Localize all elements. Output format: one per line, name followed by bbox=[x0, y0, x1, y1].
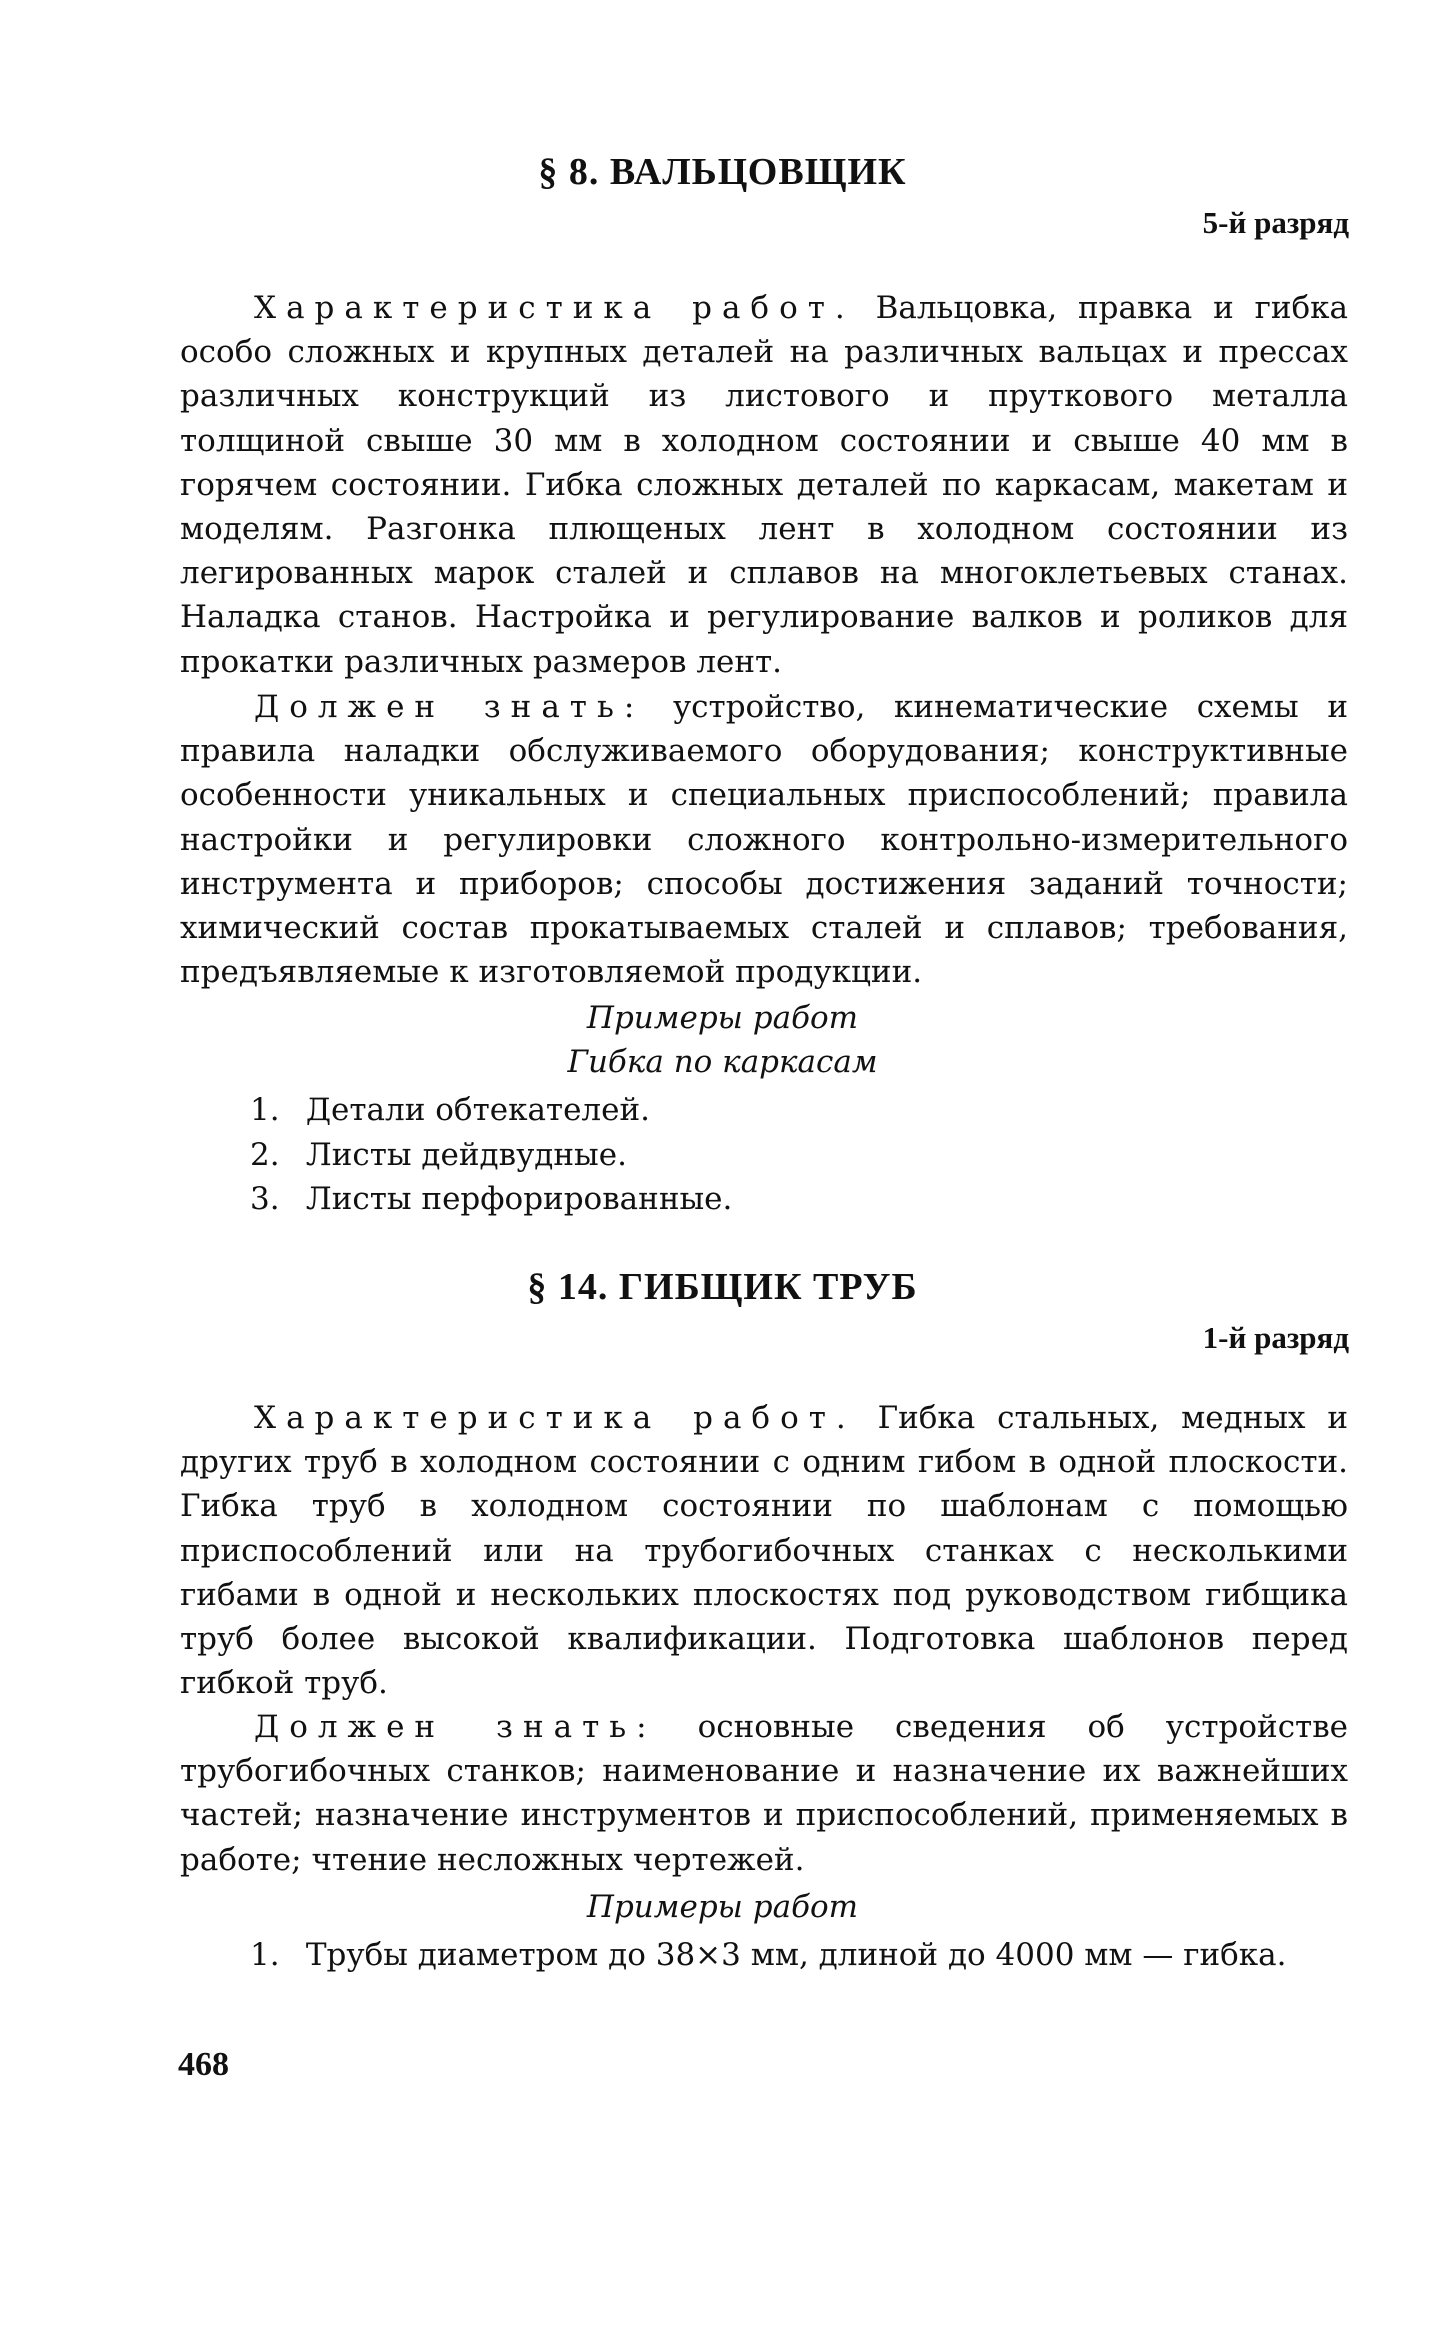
section-8-knowledge bbox=[180, 685, 1348, 994]
section-14-heading: § 14. ГИБЩИК ТРУБ bbox=[527, 1266, 918, 1308]
knowledge-label: Должен знать: bbox=[254, 689, 645, 725]
list-item-number: 1. bbox=[250, 1937, 280, 1973]
page-number: 468 bbox=[178, 2046, 229, 2083]
list-item-number: 2. bbox=[250, 1136, 280, 1173]
list-item-text: Трубы диаметром до 38×3 мм, длиной до 4000 мм — гибка. bbox=[305, 1937, 1287, 1973]
section-8-heading: § 8. ВАЛЬЦОВЩИК bbox=[538, 151, 907, 193]
list-item-number: 1. bbox=[250, 1092, 280, 1128]
section-8-grade: 5-й разряд bbox=[1202, 205, 1349, 240]
list-item bbox=[250, 1133, 1350, 1178]
characteristics-label: Характеристика работ. bbox=[254, 290, 855, 326]
section-14-grade: 1-й разряд bbox=[1202, 1320, 1349, 1355]
list-item bbox=[250, 1933, 1350, 1978]
list-item-text: Листы дейдвудные. bbox=[305, 1136, 627, 1173]
characteristics-text: Гибка стальных, медных и других труб в холодном состоянии с одним гибом в одной плоскости. Гибка труб в холодном состоянии по шаблонам с помощью приспособлений или на трубогибочных станках с несколькими гибами в одной и нескольких плоскостях под руководством гибщика труб более высокой квалификации. Подготовка шаблонов перед гибкой труб. bbox=[180, 1400, 1348, 1702]
section-14-characteristics bbox=[180, 1396, 1348, 1705]
list-item bbox=[250, 1088, 1350, 1133]
section-8-examples-title: Примеры работ bbox=[586, 1000, 859, 1036]
list-item-text: Детали обтекателей. bbox=[305, 1092, 650, 1128]
section-14-examples-title: Примеры работ bbox=[586, 1889, 859, 1925]
section-14-examples-list bbox=[250, 1933, 1350, 1978]
section-8-characteristics bbox=[180, 286, 1348, 684]
knowledge-text: основные сведения об устройстве трубогибочных станков; наименование и назначение их важнейших частей; назначение инструментов и приспособлений, применяемых в работе; чтение несложных чертежей. bbox=[180, 1709, 1348, 1878]
list-item bbox=[250, 1177, 1350, 1222]
characteristics-label: Характеристика работ. bbox=[254, 1400, 856, 1436]
section-8-examples-list bbox=[250, 1088, 1350, 1222]
list-item-number: 3. bbox=[250, 1181, 280, 1217]
knowledge-text: устройство, кинематические схемы и правила наладки обслуживаемого оборудования; конструктивные особенности уникальных и специальных приспособлений; правила настройки и регулировки сложного контрольно-измерительного инструмента и приборов; способы достижения заданий точности; химический состав прокатываемых сталей и сплавов; требования, предъявляемые к изготовляемой продукции. bbox=[180, 689, 1348, 991]
section-8-examples-subtitle: Гибка по каркасам bbox=[567, 1044, 878, 1080]
list-item-text: Листы перфорированные. bbox=[305, 1181, 733, 1217]
characteristics-text: Вальцовка, правка и гибка особо сложных и крупных деталей на различных вальцах и прессах различных конструкций из листового и пруткового металла толщиной свыше 30 мм в холодном состоянии и свыше 40 мм в горячем состоянии. Гибка сложных деталей по каркасам, макетам и моделям. Разгонка плющеных лент в холодном состоянии из легированных марок сталей и сплавов на многоклетьевых станах. Наладка станов. Настройка и регулирование валков и роликов для прокатки различных размеров лент. bbox=[180, 290, 1348, 680]
knowledge-label: Должен знать: bbox=[254, 1709, 657, 1745]
section-14-knowledge bbox=[180, 1705, 1348, 1882]
